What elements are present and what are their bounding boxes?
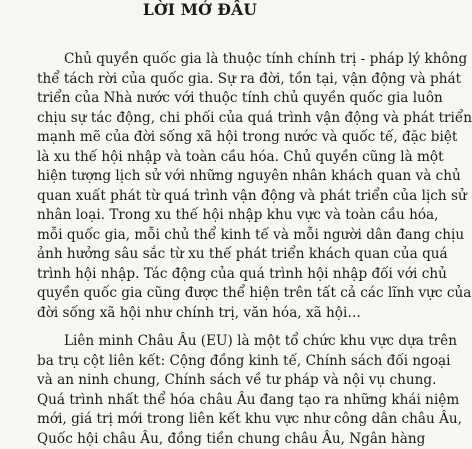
text-line: nhân loại. Trong xu thế hội nhập khu vực và toàn cầu hóa, <box>37 206 363 226</box>
text-line: hiện tượng lịch sử với những nguyên nhân khách quan và chủ <box>37 167 363 187</box>
text-line: quyền quốc gia cũng được thể hiện trên tất cả các lĩnh vực của <box>37 284 363 304</box>
text-line: trình hội nhập. Tác động của quá trình hội nhập đối với chủ <box>37 265 363 285</box>
text-line: Liên minh Châu Âu (EU) là một tổ chức khu vực dựa trên <box>37 332 363 352</box>
text-line: đời sống xã hội như chính trị, văn hóa, xã hội… <box>37 304 363 324</box>
paragraph-1 <box>37 50 363 323</box>
text-line-partial: Quốc hội châu Âu, đồng tiền chung châu Âu, Ngân hàng <box>37 430 363 449</box>
text-line: là xu thế hội nhập và toàn cầu hóa. Chủ quyền cũng là một <box>37 148 363 168</box>
text-line: chịu sự tác động, chi phối của quá trình vận động và phát triển <box>37 109 363 129</box>
text-line: ảnh hưởng sâu sắc từ xu thế phát triển khách quan của quá <box>37 245 363 265</box>
text-line: mỗi quốc gia, mỗi chủ thể kinh tế và mỗi người dân đang chịu <box>37 226 363 246</box>
paragraph-2 <box>37 332 363 449</box>
text-line: và an ninh chung, Chính sách về tư pháp và nội vụ chung. <box>37 371 363 391</box>
text-line: triển của Nhà nước với thuộc tính chủ quyền quốc gia luôn <box>37 89 363 109</box>
text-line: mới, giá trị mới trong liên kết khu vực như công dân châu Âu, <box>37 410 363 430</box>
text-line: mạnh mẽ của đời sống xã hội trong nước và quốc tế, đặc biệt <box>37 128 363 148</box>
text-line: quan xuất phát từ quá trình vận động và phát triển của lịch sử <box>37 187 363 207</box>
text-line: Chủ quyền quốc gia là thuộc tính chính trị - pháp lý không <box>37 50 363 70</box>
text-line: Quá trình nhất thể hóa châu Âu đang tạo ra những khái niệm <box>37 391 363 411</box>
text-line: thể tách rời của quốc gia. Sự ra đời, tồn tại, vận động và phát <box>37 70 363 90</box>
text-line: ba trụ cột liên kết: Cộng đồng kinh tế, Chính sách đối ngoại <box>37 352 363 372</box>
document-body <box>37 50 363 449</box>
page-title: LỜI MỞ ĐẦU <box>0 0 400 20</box>
